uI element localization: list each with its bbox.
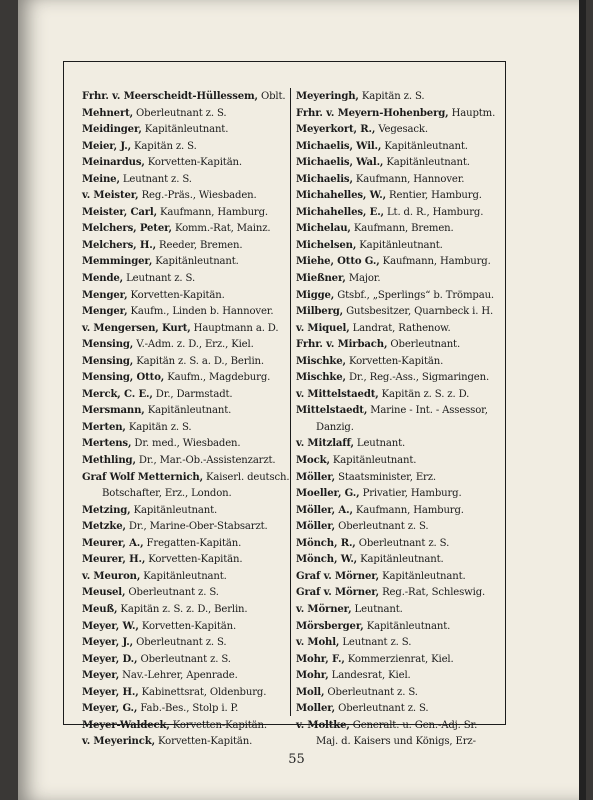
directory-entry: [82, 254, 287, 271]
directory-entry: [296, 652, 502, 669]
entry-details: Kaufm., Linden b. Hannover.: [127, 306, 274, 318]
directory-entry: [296, 271, 502, 288]
entry-name: Michelsen,: [296, 239, 357, 251]
directory-entry: [82, 354, 287, 371]
entry-details: Korvetten-Kapitän.: [144, 157, 242, 169]
entry-name: Migge,: [296, 289, 335, 301]
entry-details: Oberleutnant z. S.: [133, 107, 227, 119]
entry-name: Mersmann,: [82, 405, 145, 417]
entry-details: V.-Adm. z. D., Erz., Kiel.: [133, 339, 254, 351]
directory-entry: [296, 122, 502, 139]
directory-entry: [82, 619, 287, 636]
entry-name: Mischke,: [296, 355, 346, 367]
directory-entry: [82, 585, 287, 602]
directory-entry: [82, 172, 287, 189]
directory-entry: [296, 370, 502, 387]
directory-entry: [82, 387, 287, 404]
entry-details: Kapitänleutnant.: [379, 570, 466, 582]
entry-name: v. Meuron,: [82, 570, 141, 582]
entry-name: Meister, Carl,: [82, 206, 157, 218]
directory-entry: [82, 652, 287, 669]
entry-name: Meyer, J.,: [82, 637, 134, 649]
entry-name: Möller, A.,: [296, 504, 353, 516]
directory-entry: [296, 254, 502, 271]
entry-name: v. Mengersen, Kurt,: [82, 322, 191, 334]
entry-details: Kapitän z. S. z. D.: [378, 388, 470, 400]
entry-details: Kaufmann, Hamburg.: [156, 206, 268, 218]
entry-details: Korvetten-Kapitän.: [145, 554, 243, 566]
directory-entry: [296, 585, 502, 602]
directory-entry: [296, 718, 502, 735]
entry-name: Meurer, A.,: [82, 537, 144, 549]
entry-name: v. Mitzlaff,: [296, 438, 354, 450]
directory-entry: [296, 420, 502, 437]
entry-name: Frhr. v. Meyern-Hohenberg,: [296, 107, 449, 119]
entry-name: Möller,: [296, 471, 336, 483]
entry-name: Michahelles, E.,: [296, 206, 384, 218]
entry-details: Rentier, Hamburg.: [386, 190, 482, 202]
directory-entry: [82, 602, 287, 619]
entry-name: v. Mörner,: [296, 603, 352, 615]
entry-name: Methling,: [82, 455, 136, 467]
directory-entry: [82, 668, 287, 685]
entry-details: Komm.-Rat, Mainz.: [171, 223, 271, 235]
entry-details: Oberleutnant z. S.: [355, 537, 450, 549]
entry-details: Kapitänleutnant.: [357, 554, 444, 566]
entry-name: v. Miquel,: [296, 322, 350, 334]
entry-details: Kabinettsrat, Oldenburg.: [138, 686, 267, 698]
entry-name: Frhr. v. Mirbach,: [296, 339, 388, 351]
directory-entry: [296, 635, 502, 652]
directory-entry: [82, 155, 287, 172]
directory-entry: [82, 106, 287, 123]
entry-details: Major.: [345, 273, 381, 285]
entry-details: Maj. d. Kaisers und Königs, Erz-: [316, 736, 476, 748]
directory-entry: [296, 321, 502, 338]
directory-entry: [82, 205, 287, 222]
entry-details: Kapitänleutnant.: [144, 405, 232, 417]
entry-name: Mock,: [296, 455, 330, 467]
directory-entry: [82, 238, 287, 255]
directory-entry: [82, 685, 287, 702]
directory-entry: [296, 89, 502, 106]
directory-entry: [82, 552, 287, 569]
directory-entry: [82, 718, 287, 735]
directory-entry: [296, 354, 502, 371]
entry-name: Meidinger,: [82, 124, 142, 136]
entry-details: Kapitänleutnant.: [383, 157, 470, 169]
entry-name: Meyer, H.,: [82, 686, 139, 698]
entry-name: Mende,: [82, 273, 124, 285]
entry-name: Meyer-Waldeck,: [82, 719, 170, 731]
entry-name: Meyeringh,: [296, 91, 359, 102]
entry-details: Korvetten-Kapitän.: [169, 719, 267, 731]
entry-details: Oberleutnant z. S.: [335, 703, 429, 715]
entry-name: Meyerkort, R.,: [296, 124, 376, 136]
entry-details: Kapitän z. S. z. D., Berlin.: [117, 603, 248, 615]
directory-entry: [82, 304, 287, 321]
entry-name: Mönch, R.,: [296, 537, 356, 549]
entry-details: Kaiserl. deutsch.: [202, 471, 290, 483]
entry-details: Privatier, Hamburg.: [359, 488, 462, 500]
column-divider: [290, 88, 291, 716]
directory-entry: [296, 536, 502, 553]
directory-entry: [296, 668, 502, 685]
entry-name: Michaelis, Wil.,: [296, 140, 382, 152]
directory-entry: [82, 519, 287, 536]
entry-details: Kapitänleutnant.: [381, 140, 468, 152]
directory-entry: [296, 288, 502, 305]
directory-entry: [296, 470, 502, 487]
entry-name: v. Mohl,: [296, 637, 340, 649]
entry-details: Reeder, Bremen.: [155, 239, 243, 251]
entry-details: Oberleutnant z. S.: [335, 521, 429, 533]
directory-entry: [296, 453, 502, 470]
directory-entry: [82, 569, 287, 586]
directory-entry: [296, 337, 502, 354]
entry-name: Moll,: [296, 686, 325, 698]
entry-details: Kapitän z. S.: [125, 421, 192, 433]
entry-name: Graf Wolf Metternich,: [82, 471, 203, 483]
entry-name: Mensing,: [82, 339, 134, 351]
entry-details: Botschafter, Erz., London.: [102, 488, 232, 500]
entry-name: Michelau,: [296, 223, 351, 235]
entry-details: Dr., Mar.-Ob.-Assistenzarzt.: [135, 455, 276, 467]
entry-name: Mensing, Otto,: [82, 372, 165, 384]
directory-entry: [82, 271, 287, 288]
directory-entry: [296, 685, 502, 702]
directory-entry: [296, 205, 502, 222]
entry-details: Oberleutnant z. S.: [324, 686, 418, 698]
entry-name: Meusel,: [82, 587, 126, 599]
entry-details: Kaufmann, Hamburg.: [352, 504, 464, 516]
directory-entry: [296, 436, 502, 453]
entry-details: Fregatten-Kapitän.: [143, 537, 242, 549]
directory-entry: [82, 536, 287, 553]
directory-entry: [82, 321, 287, 338]
directory-entry: [296, 602, 502, 619]
entry-name: Graf v. Mörner,: [296, 587, 380, 599]
entry-details: Leutnant.: [353, 438, 406, 450]
entry-details: Oblt.: [257, 91, 286, 102]
directory-entry: [82, 122, 287, 139]
entry-details: Leutnant z. S.: [339, 637, 412, 649]
directory-entry: [296, 155, 502, 172]
directory-entry: [296, 734, 502, 751]
entry-name: Mießner,: [296, 273, 346, 285]
entry-name: Mischke,: [296, 372, 346, 384]
entry-name: Miehe, Otto G.,: [296, 256, 380, 268]
directory-entry: [82, 701, 287, 718]
entry-details: Dr., Reg.-Ass., Sigmaringen.: [345, 372, 490, 384]
directory-entry: [82, 503, 287, 520]
entry-name: Möller,: [296, 521, 336, 533]
entry-details: Leutnant z. S.: [123, 273, 196, 285]
directory-entry: [296, 304, 502, 321]
directory-entry: [296, 486, 502, 503]
directory-entry: [82, 734, 287, 751]
entry-details: Kapitän z. S.: [130, 140, 197, 152]
entry-name: Mohr, F.,: [296, 653, 345, 665]
entry-name: Meyer, D.,: [82, 653, 138, 665]
directory-entry: [296, 238, 502, 255]
entry-name: Meuß,: [82, 603, 118, 615]
entry-details: Kaufm., Magdeburg.: [164, 372, 271, 384]
directory-entry: [82, 188, 287, 205]
directory-entry: [82, 89, 287, 106]
entry-details: Kapitänleutnant.: [141, 124, 229, 136]
entry-name: v. Mittelstaedt,: [296, 388, 379, 400]
entry-details: Marine - Int. - Assessor,: [367, 405, 488, 417]
entry-details: Kaufmann, Hannover.: [352, 173, 465, 185]
entry-name: Milberg,: [296, 306, 344, 318]
entry-details: Gtsbf., „Sperlings“ b. Trömpau.: [334, 289, 494, 301]
entry-details: Oberleutnant z. S.: [133, 637, 227, 649]
directory-entry: [296, 619, 502, 636]
entry-name: Graf v. Mörner,: [296, 570, 380, 582]
directory-entry: [82, 486, 287, 503]
entry-details: Lt. d. R., Hamburg.: [383, 206, 484, 218]
entry-details: Leutnant.: [351, 603, 403, 615]
entry-name: v. Moltke,: [296, 719, 350, 731]
entry-details: Gutsbesitzer, Quarnbeck i. H.: [343, 306, 494, 318]
entry-name: Meinardus,: [82, 157, 145, 169]
entry-name: Merck, C. E.,: [82, 388, 153, 400]
entry-name: Meurer, H.,: [82, 554, 146, 566]
entry-name: Michahelles, W.,: [296, 190, 386, 202]
entry-details: Kapitänleutnant.: [329, 455, 417, 467]
directory-entry: [82, 139, 287, 156]
directory-entry: [296, 172, 502, 189]
entry-name: Metzing,: [82, 504, 131, 516]
entry-details: Nav.-Lehrer, Apenrade.: [119, 670, 238, 682]
entry-name: Mönch, W.,: [296, 554, 358, 566]
entry-details: Kapitänleutnant.: [152, 256, 239, 268]
entry-name: Meine,: [82, 173, 120, 185]
entry-details: Korvetten-Kapitän.: [154, 736, 253, 748]
entry-details: Kapitänleutnant.: [130, 504, 218, 516]
entry-details: Kapitänleutnant.: [363, 620, 451, 632]
entry-name: Metzke,: [82, 521, 126, 533]
directory-entry: [82, 470, 290, 487]
entry-name: Melchers, H.,: [82, 239, 156, 251]
entry-details: Kapitän z. S.: [358, 91, 425, 102]
entry-name: Merten,: [82, 421, 126, 433]
entry-details: Landrat, Rathenow.: [349, 322, 451, 334]
entry-details: Fab.-Bes., Stolp i. P.: [137, 703, 239, 715]
directory-entry: [296, 106, 502, 123]
entry-name: Frhr. v. Meerscheidt-Hüllessem,: [82, 91, 258, 102]
directory-entry: [82, 337, 287, 354]
entry-details: Vegesack.: [375, 124, 428, 136]
entry-name: v. Meyerinck,: [82, 736, 155, 748]
entry-details: Hauptm.: [448, 107, 496, 119]
entry-name: Menger,: [82, 306, 128, 318]
directory-entry: [296, 188, 502, 205]
directory-entry: [82, 420, 287, 437]
entry-name: Moller,: [296, 703, 336, 715]
entry-details: Korvetten-Kapitän.: [345, 355, 444, 367]
entry-details: Kommerzienrat, Kiel.: [344, 653, 454, 665]
entry-details: Dr., Marine-Ober-Stabsarzt.: [125, 521, 268, 533]
entry-name: Mehnert,: [82, 107, 133, 119]
directory-entry: [296, 569, 502, 586]
directory-entry: [82, 370, 287, 387]
entry-name: Michaelis,: [296, 173, 353, 185]
directory-entry: [296, 503, 502, 520]
entry-details: Oberleutnant z. S.: [125, 587, 219, 599]
entry-name: Meier, J.,: [82, 140, 131, 152]
entry-details: Reg.-Präs., Wiesbaden.: [138, 190, 257, 202]
entry-name: Mertens,: [82, 438, 132, 450]
entry-name: Memminger,: [82, 256, 153, 268]
entry-details: Dr., Darmstadt.: [152, 388, 233, 400]
right-column: [296, 89, 502, 751]
page-edge: [579, 0, 586, 800]
entry-details: Oberleutnant z. S.: [137, 653, 231, 665]
directory-entry: [82, 221, 287, 238]
entry-name: Mörsberger,: [296, 620, 364, 632]
entry-details: Korvetten-Kapitän.: [138, 620, 237, 632]
entry-details: Korvetten-Kapitän.: [127, 289, 225, 301]
directory-entry: [296, 701, 502, 718]
page-number: 55: [288, 752, 305, 767]
entry-details: Reg.-Rat, Schleswig.: [379, 587, 486, 599]
entry-name: Moeller, G.,: [296, 488, 360, 500]
entry-name: Meyer,: [82, 670, 120, 682]
entry-details: Oberleutnant.: [387, 339, 461, 351]
directory-entry: [82, 403, 287, 420]
entry-name: Menger,: [82, 289, 128, 301]
entry-details: Kaufmann, Bremen.: [350, 223, 454, 235]
entry-details: Staatsminister, Erz.: [335, 471, 436, 483]
entry-name: v. Meister,: [82, 190, 139, 202]
entry-name: Mittelstaedt,: [296, 405, 368, 417]
entry-details: Kapitänleutnant.: [140, 570, 227, 582]
directory-entry: [296, 403, 502, 420]
entry-details: Dr. med., Wiesbaden.: [131, 438, 241, 450]
entry-details: Generalt. u. Gen.-Adj. Sr.: [349, 719, 478, 731]
directory-entry: [296, 221, 502, 238]
entry-name: Meyer, W.,: [82, 620, 139, 632]
directory-entry: [296, 387, 502, 404]
entry-name: Mensing,: [82, 355, 134, 367]
entry-name: Melchers, Peter,: [82, 223, 172, 235]
entry-details: Kaufmann, Hamburg.: [379, 256, 491, 268]
entry-details: Kapitänleutnant.: [356, 239, 443, 251]
directory-entry: [82, 436, 287, 453]
entry-details: Kapitän z. S. a. D., Berlin.: [133, 355, 264, 367]
entry-name: Mohr,: [296, 670, 329, 682]
entry-details: Danzig.: [316, 421, 354, 433]
entry-details: Hauptmann a. D.: [190, 322, 279, 334]
left-column: [82, 89, 290, 751]
directory-entry: [82, 288, 287, 305]
entry-details: Leutnant z. S.: [119, 173, 192, 185]
directory-entry: [82, 453, 287, 470]
directory-entry: [82, 635, 287, 652]
directory-entry: [296, 519, 502, 536]
entry-name: Meyer, G.,: [82, 703, 138, 715]
directory-entry: [296, 139, 502, 156]
directory-entry: [296, 552, 502, 569]
entry-details: Landesrat, Kiel.: [328, 670, 411, 682]
entry-name: Michaelis, Wal.,: [296, 157, 384, 169]
